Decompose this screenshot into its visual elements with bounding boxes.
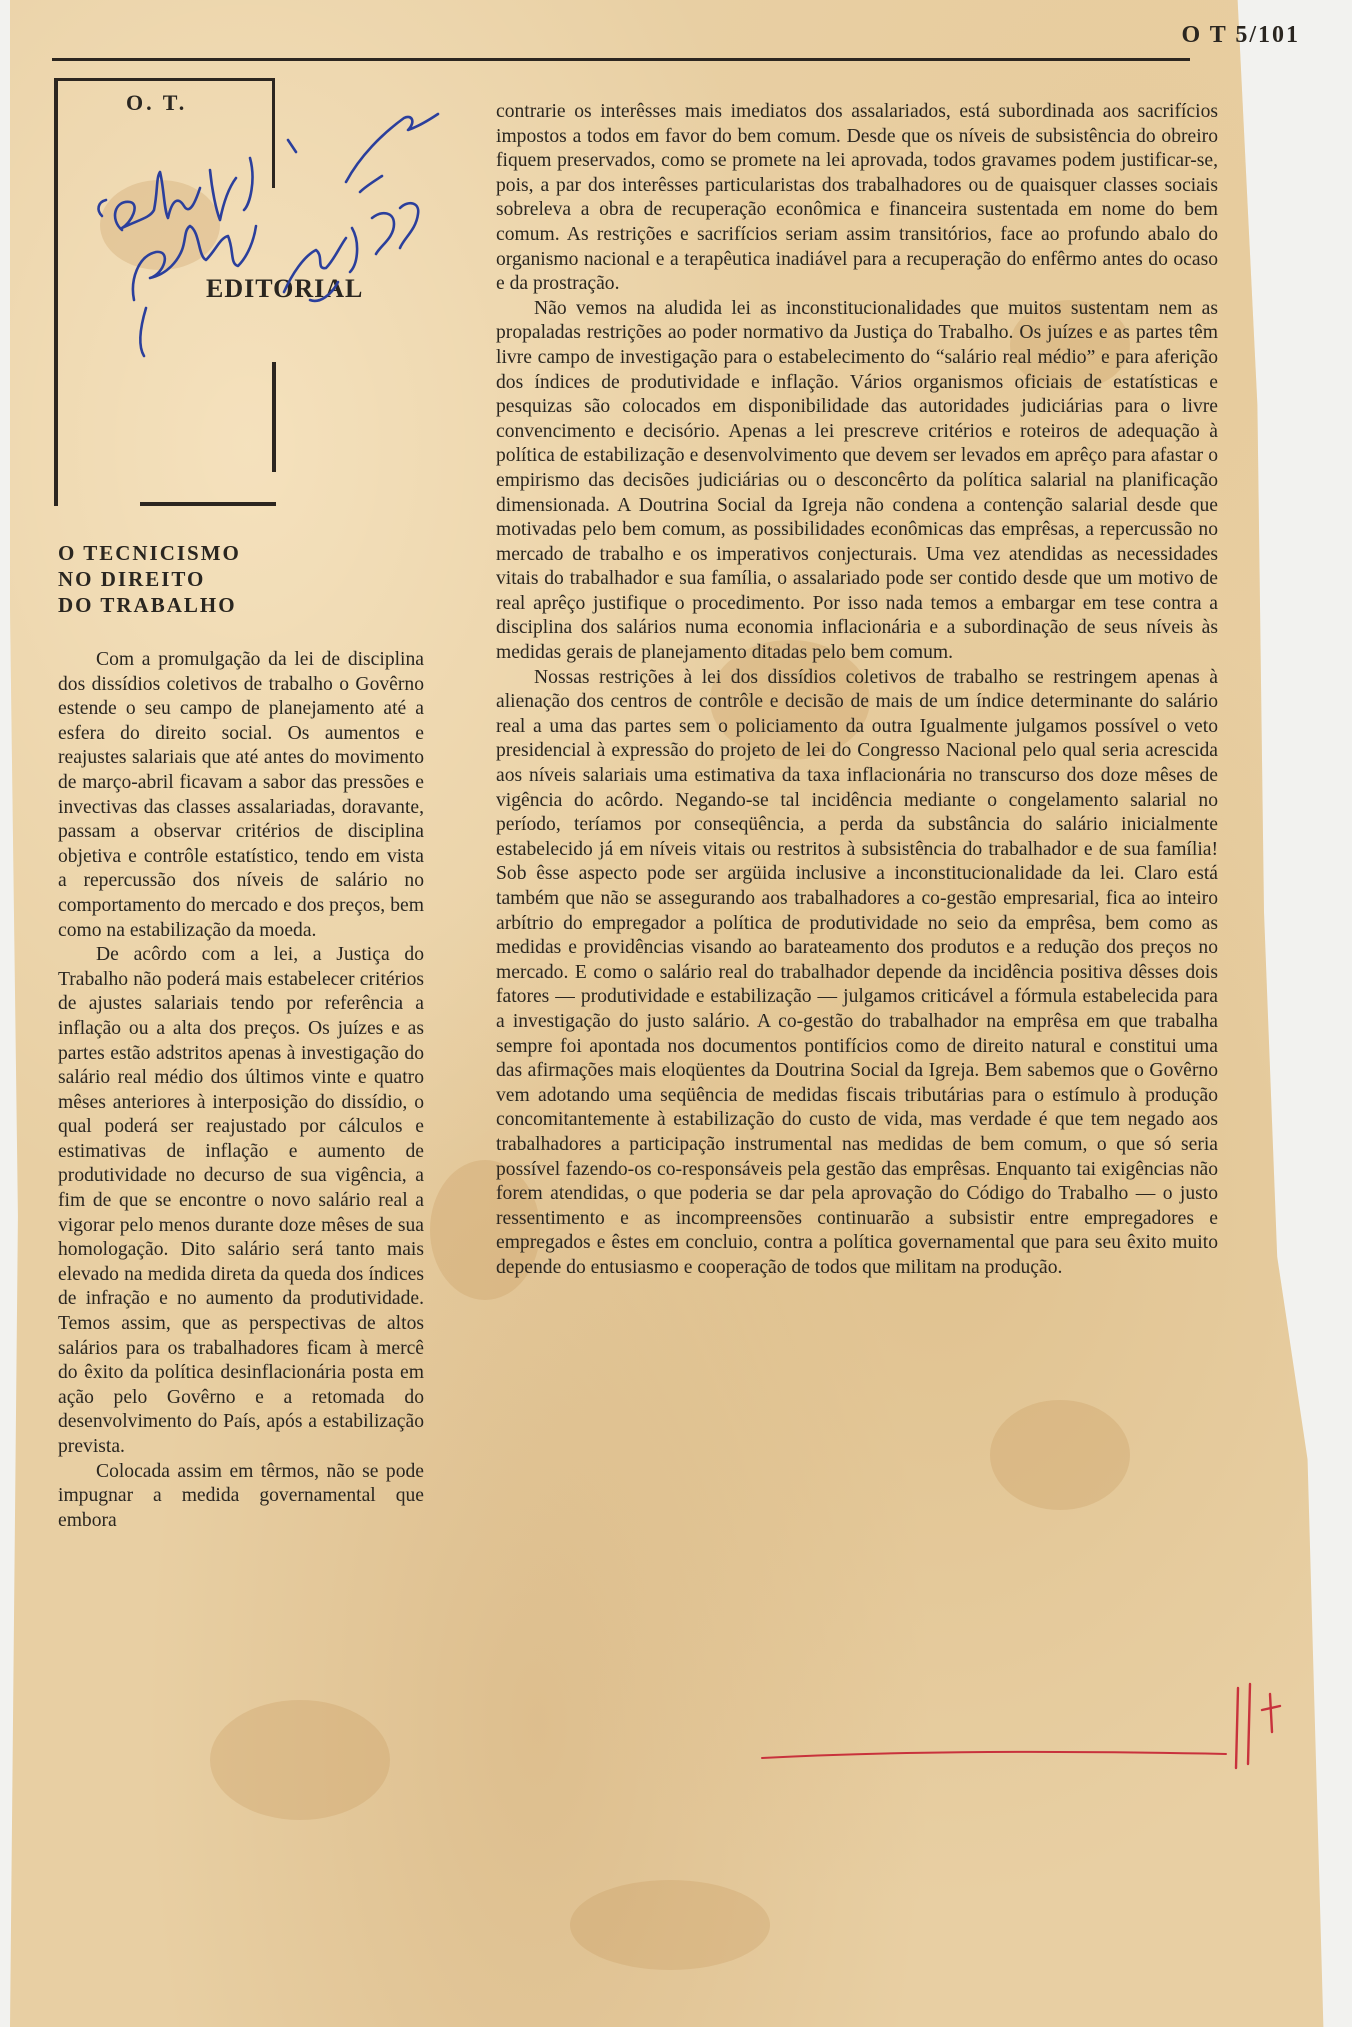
page-code: O T 5/101 — [1181, 22, 1300, 48]
paragraph: Colocada assim em têrmos, não se pode impugnar a medida governamental que embora — [58, 1460, 424, 1531]
box-border-bottom — [140, 502, 276, 506]
paragraph: Com a promulgação da lei de disciplina dos dissídios coletivos de trabalho o Govêrno estende o seu campo de planejamento até a esfera do direito social. Os aumentos e reajustes salariais que até antes do movimento de março-abril ficavam a sabor das pressões e invectivas das classes assalariadas, doravante, passam a observar critérios de disciplina objetiva e contrôle estatístico, tendo em vista a repercussão dos níveis de salário no comportamento do mercado e dos preços, bem como na estabilização da moeda. — [58, 649, 424, 941]
headline-line-3: DO TRABALHO — [58, 593, 237, 617]
paragraph: Não vemos na aludida lei as inconstitucionalidades que muitos sustentam nem as propaladas restrições ao poder normativo da Justiça do Trabalho. Os juízes e as partes têm livre campo de investigação para o estabelecimento do “salário real médio” e para aferição dos índices de produtividade e inflação. Vários organismos oficiais de estatísticas e pesquizas são colocados em disponibilidade das autoridades judiciárias para o livre convencimento e decisório. Apenas a lei prescreve critérios e roteiros de adequação à política de estabilização e desenvolvimento que devem ser levados em aprêço para afastar o empirismo das decisões judiciárias ou o desconcêrto da política salarial na planificação dimensionada. A Doutrina Social da Igreja não condena a contenção salarial desde que motivadas pelo bem comum, as possibilidades econômicas das emprêsas, a repercussão no mercado de trabalho e os imperativos conjecturais. Uma vez atendidas as necessidades vitais do trabalhador e sua família, o assalariado pode ser contido desde que um motivo de real aprêço justifique o procedimento. Por isso nada temos a embargar em tese contra a disciplina dos salários numa economia inflacionária e a subordinação de seus níveis às medidas gerais de planejamento ditadas pelo bem comum. — [496, 297, 1218, 664]
red-pencil-marks — [1230, 1680, 1300, 1780]
paragraph: contrarie os interêsses mais imediatos dos assalariados, está subordinada aos sacrifícios impostos a todos em favor do bem comum. Desde que os níveis de subsistência do obreiro fiquem preservados, como se promete na lei aprovada, todos gravames podem justificar-se, pois, a par dos interêsses particularistas dos trabalhadores ou de quaisquer classes sociais sobreleva a obra de recuperação econômica e financeira sustentada em nome do bem comum. As restrições e sacrifícios seriam assim transitórios, face ao profundo abalo do organismo nacional e a terapêutica inadiável para a recuperação do enfêrmo antes do ocaso e da prostração. — [496, 101, 1218, 295]
headline-line-1: O TECNICISMO — [58, 541, 241, 565]
box-border-right-lower — [272, 362, 276, 472]
handwritten-annotation-signature — [60, 60, 480, 360]
headline-line-2: NO DIREITO — [58, 567, 206, 591]
section-label: EDITORIAL — [206, 274, 364, 303]
box-border-left — [54, 78, 58, 506]
paragraph: Nossas restrições à lei dos dissídios coletivos de trabalho se restringem apenas à alienação dos centros de contrôle e decisão de mais de um índice determinante do salário real a uma das partes sem o policiamento da outra Igualmente julgamos possível o veto presidencial à expressão do projeto de lei do Congresso Nacional pelo qual seria acrescida aos níveis salariais uma estimativa da taxa inflacionária no transcurso dos doze mêses de vigência do acôrdo. Negando-se tal incidência mediante o congelamento salarial no período, teríamos por conseqüência, a perda da substância do salário inicialmente estabelecido já em níveis vitais ou restritos à subsistência do trabalhador e de sua família! Sob êsse aspecto pode ser argüida inclusive a inconstitucionalidade da lei. Claro está também que não se assegurando aos trabalhadores a co-gestão empresarial, fica ao inteiro arbítrio do empregador a política de produtividade no seio da emprêsa, bem como as medidas e providências visando ao barateamento dos produtos e a redução dos preços no mercado. E como o salário real do trabalhador depende da incidência positiva dêsses dois fatores — produtividade e estabilização — julgamos criticável a fórmula estabelecida para a investigação do justo salário. A co-gestão do trabalhador na emprêsa em que trabalha sempre foi apontada nos documentos pontifícios como de direito natural e constitui uma das afirmações mais eloqüentes da Doutrina Social da Igreja. Bem sabemos que o Govêrno vem adotando uma seqüência de medidas fiscais tributárias para o estímulo à produção concomitantemente à estabilização do custo de vida, mas verdade é que tem negado aos trabalhadores a participação instrumental nas medidas de bem comum, o que só seria possível fazendo-os co-responsáveis pela gestão das emprêsas. Enquanto tai exigências não forem atendidas, o que poderia se dar pela aprovação do Código do Trabalho — o justo ressentimento e as incompreensões continuarão a subsistir entre empregadores e empregados e êstes em concluio, contra a política governamental que para seu êxito muito depende do entusiasmo e cooperação de todos que militam na produção. — [496, 666, 1218, 1278]
article-column-right — [496, 100, 1218, 1281]
box-ot-label: O. T. — [126, 90, 188, 115]
article-headline — [58, 540, 318, 618]
paragraph: De acôrdo com a lei, a Justiça do Trabalho não poderá mais estabelecer critérios de ajustes salariais tendo por referência a inflação ou a alta dos preços. Os juízes e as partes estão adstritos apenas à investigação do salário real médio dos últimos vinte e quatro mêses anteriores à interposição do dissídio, o qual poderá ser reajustado por cálculos e estimativas de inflação e aumento de produtividade no decurso de sua vigência, a fim de que se encontre o novo salário real a vigorar pelo menos durante doze mêses de sua homologação. Dito salário será tanto mais elevado na medida direta da queda dos índices de infração e no aumento da produtividade. Temos assim, que as perspectivas de altos salários para os trabalhadores ficam à mercê do êxito da política desinflacionária posta em ação pelo Govêrno e a retomada do desenvolvimento do País, após a estabilização prevista. — [58, 944, 424, 1457]
article-column-left — [58, 648, 424, 1533]
red-underline — [760, 1748, 1230, 1764]
